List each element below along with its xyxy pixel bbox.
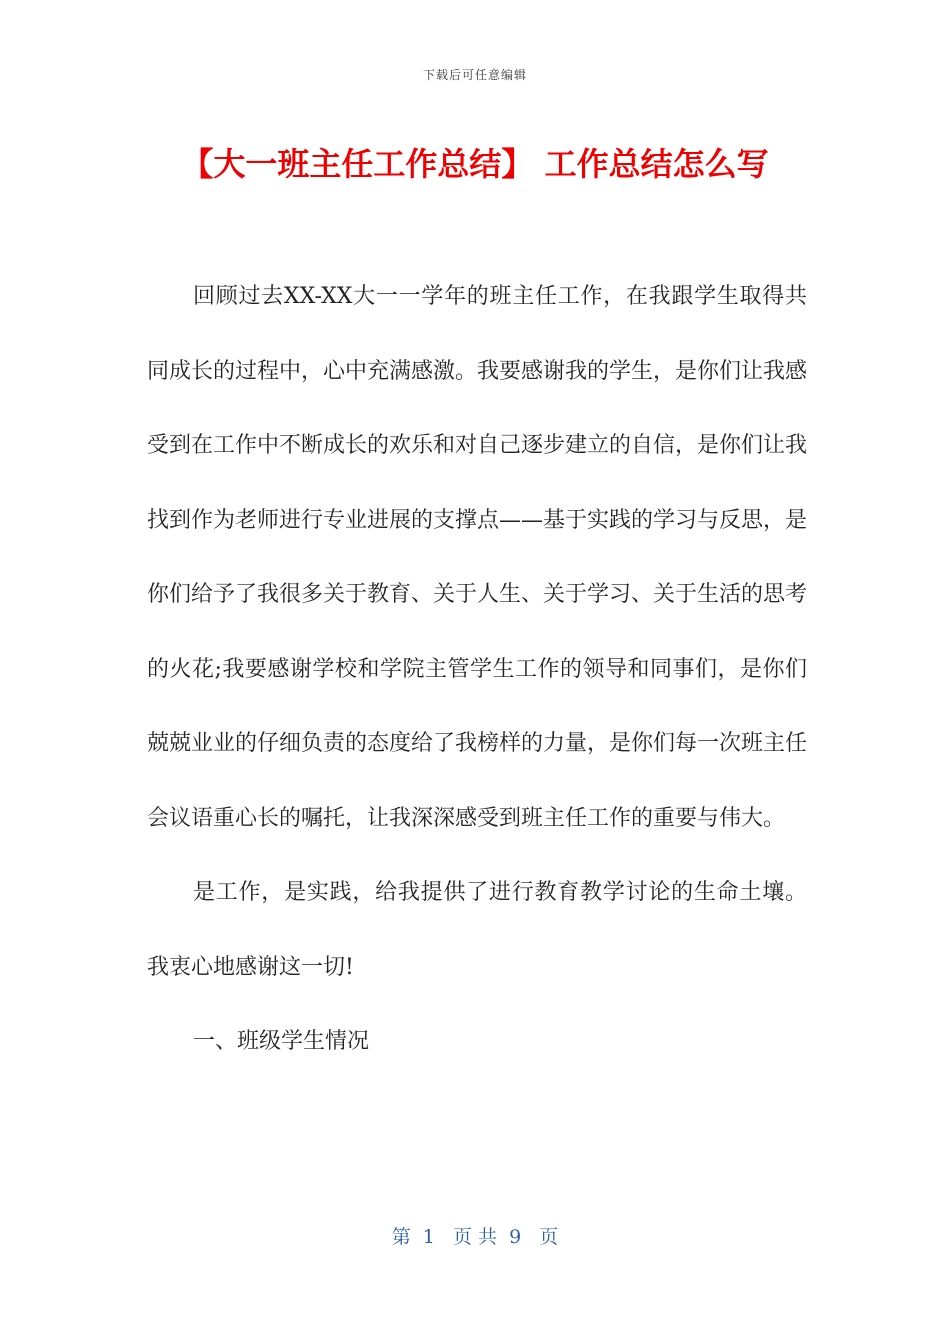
document-title: 【大一班主任工作总结】 工作总结怎么写 xyxy=(181,145,769,183)
body-paragraph-1: 回顾过去XX-XX大一一学年的班主任工作，在我跟学生取得共同成长的过程中，心中充满感激。我要感谢我的学生，是你们让我感受到在工作中不断成长的欢乐和对自己逐步建立的自信，是你们让我找到作为老师进行专业进展的支撑点——基于实践的学习与反思，是你们给予了我很多关于教育、关于人生、关于学习、关于生活的思考的火花;我要感谢学校和学院主管学生工作的领导和同事们，是你们兢兢业业的仔细负责的态度给了我榜样的力量，是你们每一次班主任会议语重心长的嘱托，让我深深感受到班主任工作的重要与伟大。 xyxy=(147,284,808,831)
body-paragraph-2: 是工作，是实践，给我提供了进行教育教学讨论的生命土壤。我衷心地感谢这一切! xyxy=(147,880,807,980)
page-header-note: 下载后可任意编辑 xyxy=(422,68,527,82)
document-body xyxy=(147,260,807,1080)
page-footer-pagination: 第 1 页 共 9 页 xyxy=(391,1226,559,1248)
section-heading-1: 一、班级学生情况 xyxy=(193,1029,370,1054)
